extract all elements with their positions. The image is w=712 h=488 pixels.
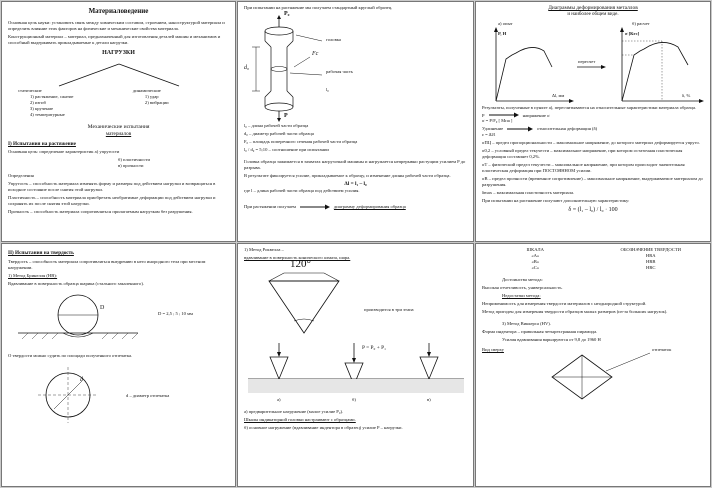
mech-tests-heading: Механические испытания	[87, 123, 150, 130]
result-right-text: диаграмму деформирования образца	[333, 203, 406, 209]
sigma-b-definition: σВ – предел прочности (временное сопротивление) – максимальное напряжение, выдерживаемое материалом до разрушения.	[482, 176, 703, 188]
specimen-intro: При испытании на растяжение мы получаем стандартный круглый образец.	[244, 5, 393, 10]
hardness-cell: HRB	[646, 258, 656, 264]
elasticity-definition: Упругость – способность материала изменять форму и размеры под действием нагрузки и возвращаться в исходное состояние после снятия этой нагрузки.	[8, 181, 216, 193]
strain-formula: ε = Δl/l	[482, 132, 496, 138]
page-cell-3	[475, 1, 711, 242]
force-symbol: P	[482, 112, 485, 118]
elongation-axis-label: Δl, мм	[552, 92, 565, 98]
section-hardness-heading: II) Испытания на твердость	[8, 250, 74, 256]
goal-plasticity: б) пластичности	[118, 157, 150, 163]
l0-definition: l₀ – длина рабочей части образца	[244, 122, 309, 128]
cone-angle-label: 120°	[290, 257, 311, 270]
stage-a-description: а) предварительное нагружение (малое усилие P₀).	[244, 408, 344, 414]
diameter-label: d₀	[244, 64, 250, 71]
merits-text: Высокая отчетливость, универсальность.	[482, 284, 563, 290]
ball-indenter-drawing	[8, 289, 148, 353]
table-row	[482, 265, 704, 271]
strength-definition: Прочность – способность материала сопротивляться прилагаемым нагрузкам без разрушения.	[8, 209, 193, 215]
loads-heading: НАГРУЗКИ	[102, 49, 135, 56]
goal-strength: в) прочности	[118, 163, 144, 169]
static-item: 1) растяжение, сжатие	[30, 93, 74, 99]
print-diameter-label: d	[80, 376, 83, 383]
three-stages-label: производится в три этапа	[364, 306, 414, 312]
result-left-text: При растяжении получаем	[244, 203, 296, 209]
print-label: отпечаток	[652, 346, 672, 352]
elongation-percent-formula: δ = (l₁ – l₀) / l₀ · 100	[568, 207, 618, 214]
construction-paragraph: Конструкционный материал – материал, предназначенный для изготовления деталей машин и механизмов и способный выдерживать прикладываемые к детали нагрузки.	[8, 34, 221, 45]
delta-max-definition: δmax – максимальная пластичность материала.	[482, 190, 575, 196]
ratio-note: l₀ / d₀ = 5;10 – соотношение при испытании	[244, 146, 329, 152]
hardness-definition: Твердость – способность материала сопротивляться внедрению в него инородного тела при местном нагружении.	[8, 258, 206, 270]
brinell-text: Вдавливание в поверхность образца шарика (стального закаленного).	[8, 280, 145, 286]
vickers-load-text: Усилия вдавливания варьируются от 9,8 до 1960 Н	[502, 336, 601, 342]
print-area-note: О твердости можно судить по площади полученного отпечатка.	[8, 352, 133, 358]
d0-definition: d₀ – диаметр рабочей части образца	[244, 130, 314, 136]
elongation-word: Удлинение	[482, 126, 504, 132]
fixation-text: В результате фиксируется усилие, прикладываемое к образцу, и изменение длины рабочей части образца.	[244, 172, 451, 178]
definitions-label: Определения	[8, 173, 34, 179]
static-item: 3) кручение	[30, 105, 54, 111]
diagrams-subtitle: и наиболее общем виде.	[567, 12, 619, 18]
top-view-label: Вид сверху	[482, 346, 504, 352]
length-label: l₀	[326, 86, 329, 92]
page-cell-6	[475, 243, 711, 487]
stage-b-label: б)	[352, 396, 356, 402]
stage-b-description: б) основное нагружение (вдавливание индентора в образец) усилие P – нагрузки.	[244, 424, 403, 430]
elongation-formula: Δl = l₁ – l₀	[344, 180, 367, 187]
loads-tree-diagram	[9, 62, 229, 88]
f0-definition: F₀ – площадь поперечного сечения рабочей части образца	[244, 138, 358, 144]
elongation-definition: где l – длина рабочей части образца под действием усилия.	[244, 187, 360, 193]
plasticity-definition: Пластичность – способность материала приобретать необратимые деформации под действием нагрузки и сохранять их после снятия этой нагрузки.	[8, 195, 216, 207]
raschet-label: б) расчет	[632, 20, 650, 26]
flaws-heading: Недостатки метода:	[502, 292, 541, 298]
intro-paragraph: Основная цель науки: установить связь между химическим составом, строением, наноструктурой материала и определить влияние этих факторов на физические и механические свойства материала.	[8, 20, 225, 32]
vickers-heading: 3) Метод Виккерса (HV).	[502, 320, 551, 326]
brinell-heading: 1) Метод Бринелля (НВ):	[8, 272, 58, 278]
hardness-column-header: ОБОЗНАЧЕНИЕ ТВЕРДОСТИ	[620, 247, 681, 252]
static-item: 2) изгиб	[30, 99, 46, 105]
diagrams-figure	[482, 19, 704, 105]
rockwell-heading: 1) Метод Роквелла –	[244, 247, 284, 252]
specimen-drawing	[244, 10, 384, 123]
recalc-label: пересчет	[578, 58, 596, 64]
result-row	[244, 204, 467, 210]
sigma-02-definition: σ0,2 – условный предел текучести – максимальное напряжение, при котором остаточная пластическая деформация составляет 0,2%.	[482, 148, 683, 160]
hardness-cell: HRC	[646, 264, 656, 270]
relative-strain-label: относительная деформация (δ)	[537, 126, 598, 132]
extra-characteristic-text: При испытании на растяжение получают дополнительную характеристику:	[482, 198, 630, 204]
arrow-right-icon	[300, 204, 330, 210]
load-sum-formula: P = P₀ + P₁	[362, 344, 387, 351]
flaws-text-2: Метод пригоден для измерения твердости образцов малых размеров (из-за больших нагрузок).	[482, 308, 668, 314]
page-title: Материаловедение	[88, 7, 149, 15]
cross-section-label: Fc	[312, 50, 319, 57]
sigma-t-definition: σТ – физический предел текучести – максимальное напряжение, при котором происходит значительная пластическая деформация при ПОСТОЯННОМ усилии.	[482, 162, 685, 174]
vickers-print-drawing	[482, 345, 706, 405]
force-top-label: P₀	[284, 10, 290, 17]
stage-c-label: в)	[427, 396, 431, 402]
page-cell-2	[237, 1, 474, 242]
mech-tests-subheading: материалов	[105, 130, 132, 137]
stress-axis-label: σ [Кгс]	[625, 30, 640, 36]
page-cell-4	[1, 243, 236, 487]
static-item: 4) температурные	[30, 111, 65, 117]
static-loads-label: статические	[18, 87, 42, 93]
stress-formula: σ = P/F₀ [ Мпа ]	[482, 118, 513, 124]
dynamic-loads-label: динамические	[132, 87, 161, 93]
stress-label: напряжение σ	[522, 112, 550, 118]
specimen-figure	[244, 10, 467, 123]
sigma-pc-definition: σПЦ – предел пропорциональности – максимальное напряжение, до которого материал деформируется упруго.	[482, 140, 700, 146]
dynamic-item: 1) удар	[144, 93, 159, 99]
scale-cell: «А»	[531, 252, 540, 258]
flaws-text: Неприменимость для измерения твердости материалов с неоднородной структурой.	[482, 300, 647, 306]
force-bottom-label: P	[284, 112, 288, 119]
stage-a-label: а)	[277, 396, 281, 402]
working-part-label: рабочая часть	[326, 68, 353, 74]
ball-diameter-label: D	[100, 304, 105, 311]
strain-axis-label: δ, %	[682, 92, 691, 98]
tension-goal: Основная цель: определение характеристик а) упругости	[8, 149, 120, 155]
page-cell-1	[1, 1, 236, 242]
scale-cell: «В»	[531, 258, 540, 264]
arrow-right-icon	[507, 126, 533, 132]
diagrams-title: Диаграммы деформирования металлов	[548, 5, 638, 11]
print-figure	[8, 361, 229, 431]
head-label: головка	[326, 36, 341, 42]
scale-column-header: ШКАЛА	[526, 247, 544, 252]
opyt-label: а) опыт	[498, 20, 513, 26]
indicator-note: Шкалы индикаторной головки настраивают с образцами.	[244, 416, 356, 422]
print-diameter-definition: d – диаметр отпечатка	[126, 392, 170, 398]
brinell-figure	[8, 289, 229, 353]
dynamic-item: 2) вибрации	[144, 99, 169, 105]
indent-print-drawing	[8, 361, 138, 431]
loading-text: Головка образца зажимается в захватах нагрузочной машины и нагружается непрерывно растущим усилием P до разрыва.	[244, 158, 466, 170]
vickers-text: Форма индентора – правильная четырехгранная пирамида.	[482, 328, 598, 334]
rockwell-text: вдавливание в поверхность конического алмаза, шара.	[244, 254, 351, 260]
page-cell-5	[237, 243, 474, 487]
ball-diameter-values: D = 2,5 ; 5 ; 10 мм	[158, 310, 193, 316]
stages-figure	[244, 339, 467, 409]
force-axis-label: P, H	[498, 30, 507, 36]
diamond-cone-drawing	[244, 263, 384, 339]
recalc-text: Результаты, полученные в пункте а), пересчитываются на относительные характеристики материала образца.	[482, 104, 697, 110]
section-tension-heading: I) Испытания на растяжение	[8, 140, 76, 147]
hardness-cell: HRA	[645, 252, 656, 258]
merits-heading: Достоинства метода:	[502, 276, 543, 282]
vickers-figure	[482, 345, 704, 405]
scale-cell: «С»	[531, 264, 540, 270]
